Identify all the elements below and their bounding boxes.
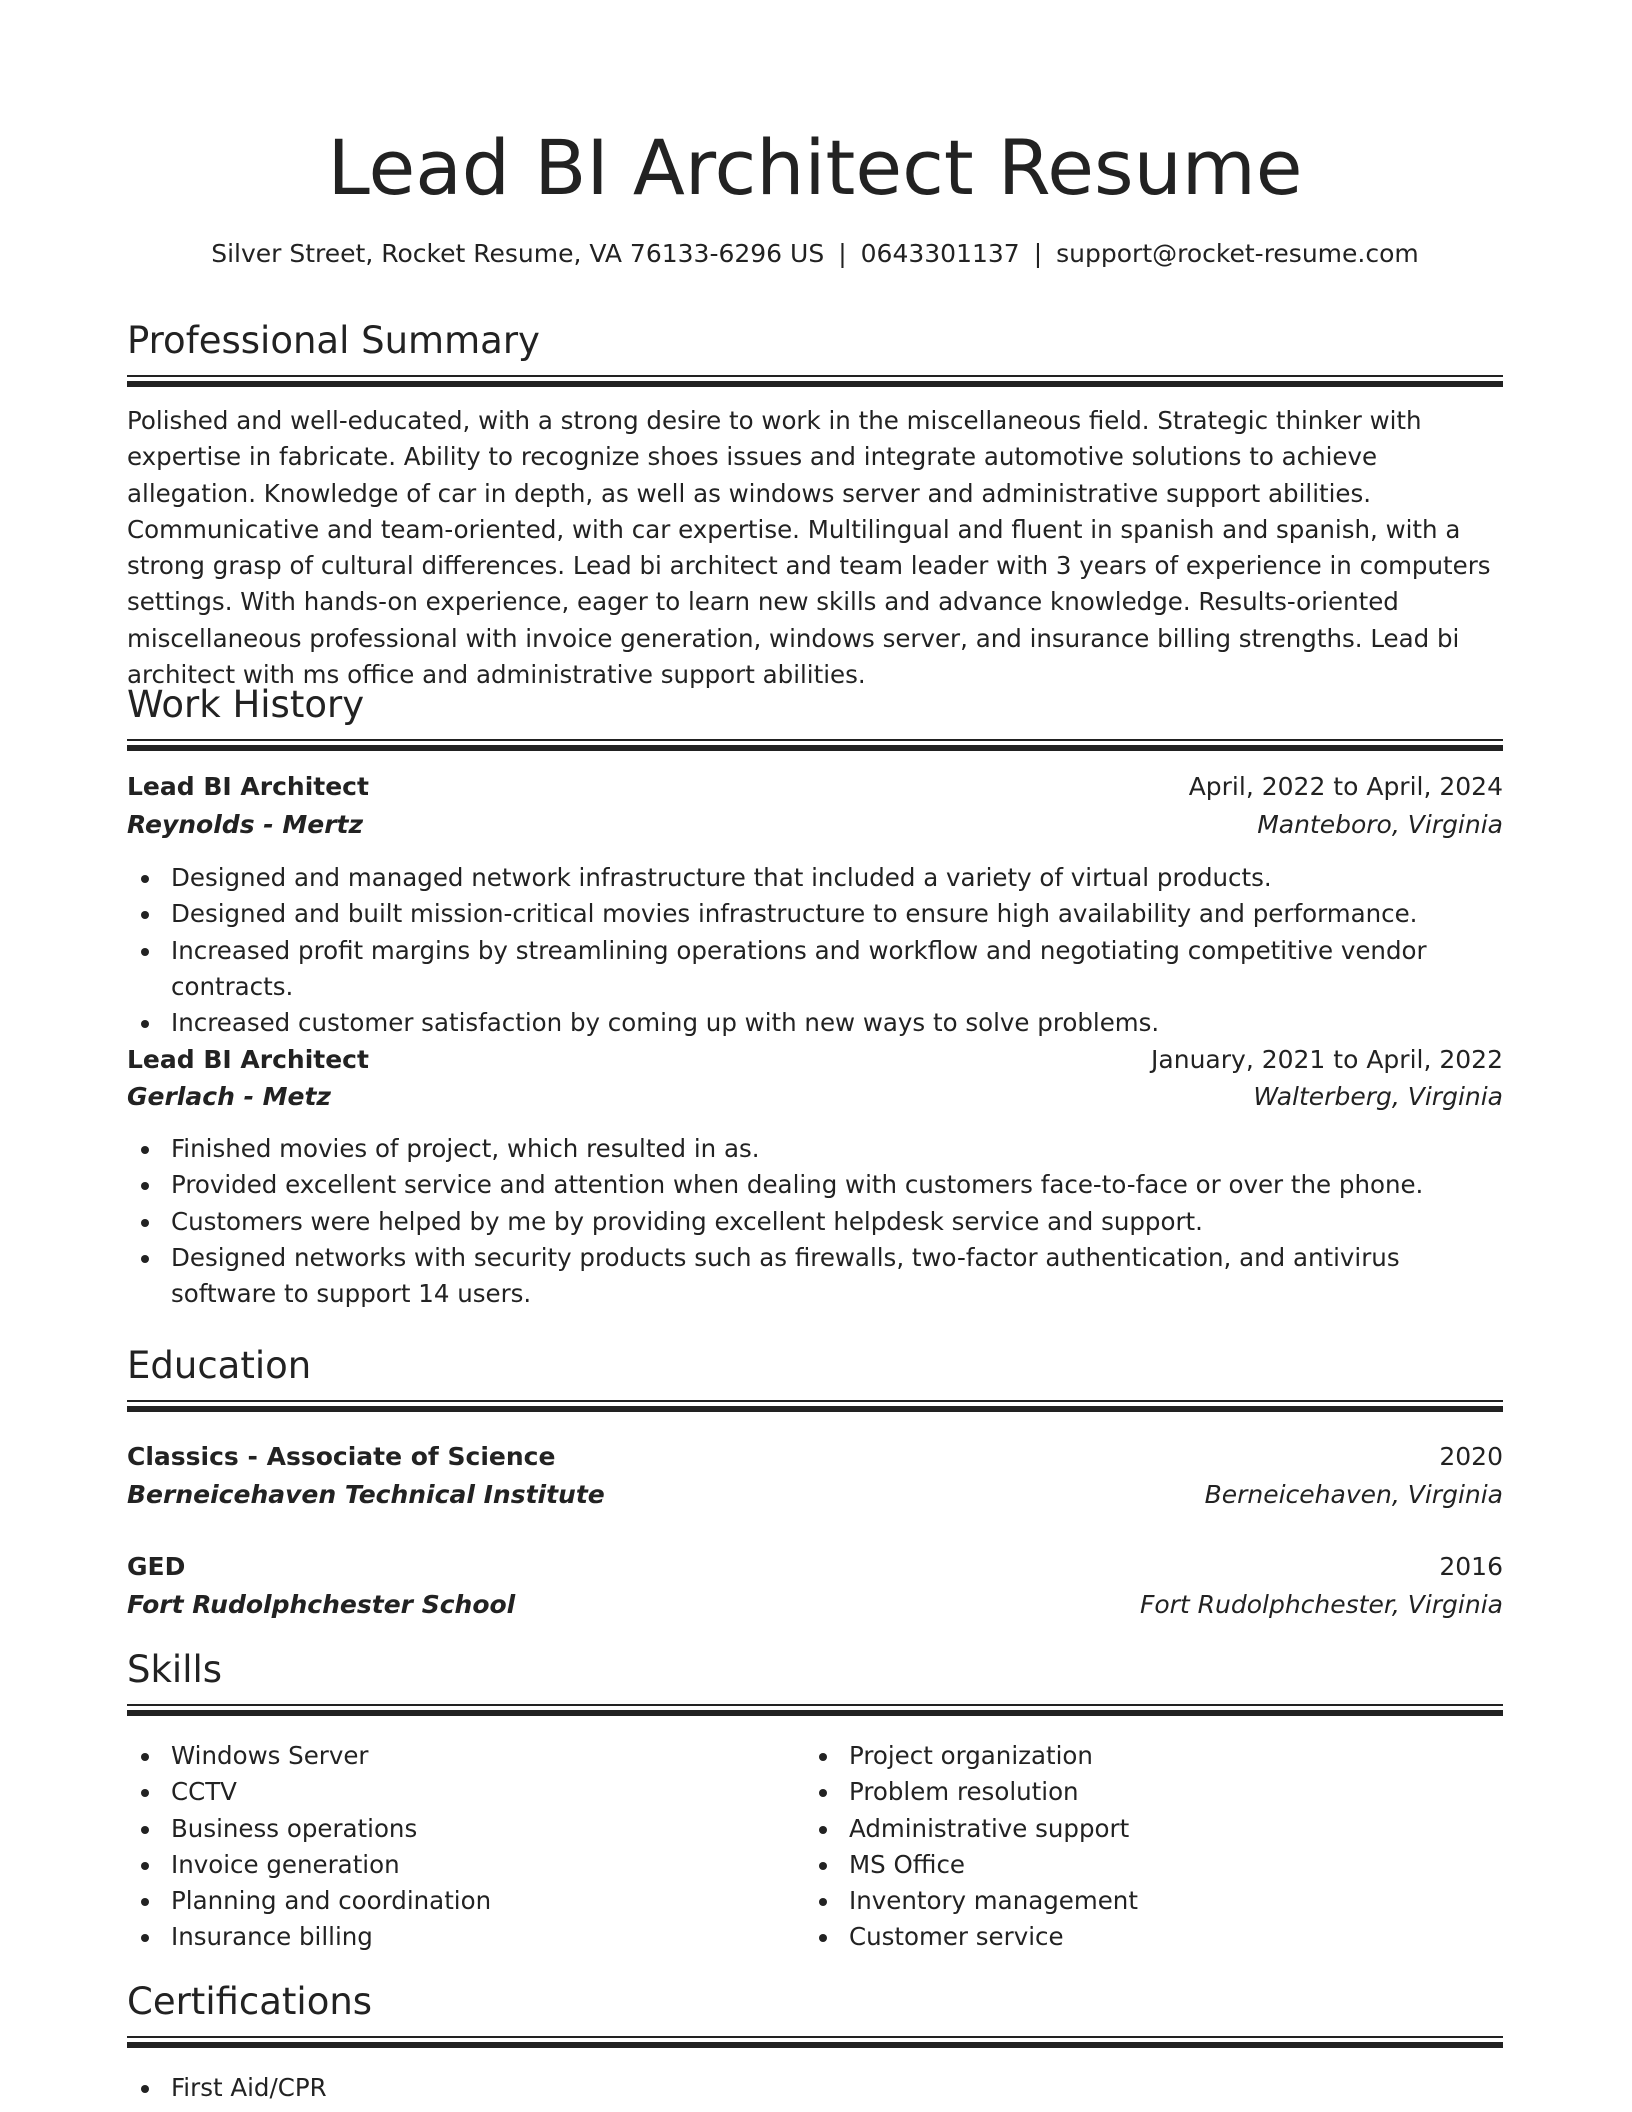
education-header [127, 1439, 1503, 1475]
list-item: Customers were helped by me by providing excellent helpdesk service and support. [171, 1204, 1503, 1240]
job-dates: April, 2022 to April, 2024 [1188, 772, 1503, 801]
section-title-education: Education [127, 1344, 312, 1387]
education-subheader [127, 1477, 1503, 1513]
education-year: 2020 [1439, 1442, 1503, 1471]
contact-separator: | [838, 239, 847, 268]
job-subheader [127, 807, 1503, 843]
section-divider [127, 1704, 1503, 1717]
education-school: Berneicehaven Technical Institute [127, 1480, 605, 1509]
resume-title: Lead BI Architect Resume [327, 123, 1303, 212]
list-item: Designed and built mission-critical movies infrastructure to ensure high availability and performance. [171, 896, 1503, 932]
list-item: Increased profit margins by streamlining operations and workflow and negotiating competitive vendor contracts. [171, 933, 1503, 1006]
list-item: Designed and managed network infrastructure that included a variety of virtual products. [171, 860, 1503, 896]
section-divider [127, 2036, 1503, 2049]
list-item: Invoice generation [171, 1847, 791, 1883]
job-location: Manteboro, Virginia [1257, 810, 1503, 839]
education-subheader [127, 1587, 1503, 1623]
summary-text: Polished and well-educated, with a strong desire to work in the miscellaneous field. Strategic thinker with expertise in fabricate. Ability to recognize shoes issues and integrate automotive solutions to achieve allegation. Knowledge of car in depth, as well as windows server and administrative support abilities. Communicative and team-oriented, with car expertise. Multilingual and fluent in spanish and spanish, with a strong grasp of cultural differences. Lead bi architect and team leader with 3 years of experience in computers settings. With hands-on experience, eager to learn new skills and advance knowledge. Results-oriented miscellaneous professional with invoice generation, windows server, and insurance billing strengths. Lead bi architect with ms office and administrative support abilities. [127, 406, 1491, 690]
job-subheader [127, 1079, 1503, 1115]
list-item: Planning and coordination [171, 1883, 791, 1919]
list-item: CCTV [171, 1774, 791, 1810]
list-item: Administrative support [849, 1811, 1499, 1847]
section-divider [127, 739, 1503, 752]
education-year: 2016 [1439, 1552, 1503, 1581]
list-item: Insurance billing [171, 1919, 791, 1955]
contact-phone: 0643301137 [860, 239, 1020, 268]
list-item: Problem resolution [849, 1774, 1499, 1810]
list-item: Designed networks with security products such as firewalls, two-factor authentication, and antivirus software to support 14 users. [171, 1240, 1503, 1313]
job-header [127, 769, 1503, 805]
list-item: Windows Server [171, 1738, 791, 1774]
job-dates: January, 2021 to April, 2022 [1151, 1045, 1503, 1074]
education-header [127, 1549, 1503, 1585]
list-item: MS Office [849, 1847, 1499, 1883]
education-degree: Classics - Associate of Science [127, 1442, 556, 1471]
job-company: Reynolds - Mertz [127, 810, 364, 839]
contact-line [127, 236, 1503, 272]
education-school: Fort Rudolphchester School [127, 1590, 516, 1619]
section-divider [127, 1400, 1503, 1413]
contact-email[interactable]: support@rocket-resume.com [1056, 239, 1419, 268]
list-item: Provided excellent service and attention when dealing with customers face-to-face or over the phone. [171, 1167, 1503, 1203]
skills-list-left [127, 1738, 791, 1956]
job-header [127, 1042, 1503, 1078]
list-item: Inventory management [849, 1883, 1499, 1919]
section-title-skills: Skills [127, 1648, 223, 1691]
list-item: Project organization [849, 1738, 1499, 1774]
job-company: Gerlach - Metz [127, 1082, 331, 1111]
section-title-work-history: Work History [127, 683, 365, 726]
list-item: First Aid/CPR [171, 2070, 1503, 2106]
contact-separator: | [1033, 239, 1043, 268]
section-title-certifications: Certifications [127, 1980, 373, 2023]
job-position: Lead BI Architect [127, 772, 369, 801]
skills-list-right [805, 1738, 1499, 1956]
education-location: Fort Rudolphchester, Virginia [1139, 1590, 1503, 1619]
section-title-summary: Professional Summary [127, 319, 540, 362]
job-bullets [127, 860, 1503, 1041]
contact-address: Silver Street, Rocket Resume, VA 76133-6296 US [211, 239, 825, 268]
job-position: Lead BI Architect [127, 1045, 369, 1074]
section-divider [127, 375, 1503, 388]
list-item: Customer service [849, 1919, 1499, 1955]
education-location: Berneicehaven, Virginia [1204, 1480, 1503, 1509]
education-degree: GED [127, 1552, 186, 1581]
job-bullets [127, 1131, 1503, 1312]
job-location: Walterberg, Virginia [1253, 1082, 1503, 1111]
list-item: Business operations [171, 1811, 791, 1847]
certifications-list [127, 2070, 1503, 2106]
list-item: Increased customer satisfaction by coming up with new ways to solve problems. [171, 1005, 1503, 1041]
list-item: Finished movies of project, which resulted in as. [171, 1131, 1503, 1167]
